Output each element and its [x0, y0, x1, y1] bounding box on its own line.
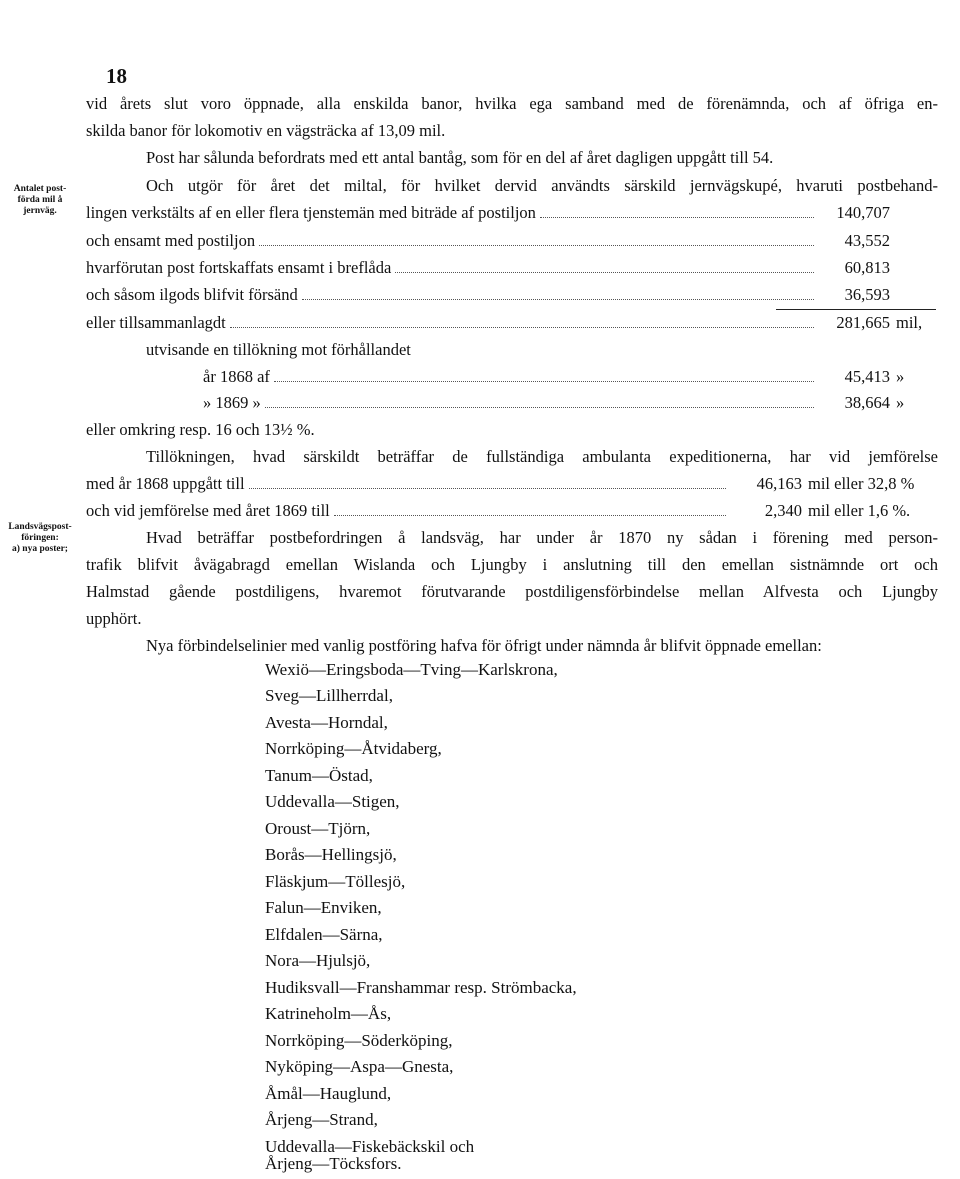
text-line: Nya förbindelselinier med vanlig postföring hafva för öfrigt under nämnda år blifvit öppnade emellan:: [146, 636, 822, 655]
stat-unit: »: [896, 393, 905, 412]
dot-leader: [540, 202, 814, 218]
route-item: Åmål—Hauglund,: [265, 1084, 392, 1103]
page-number: 18: [106, 64, 127, 88]
text-line: eller omkring resp. 16 och 13½ %.: [86, 420, 315, 439]
margin-note-antal: [2, 184, 78, 217]
dot-leader: [274, 366, 814, 382]
stat-value: 281,665: [836, 313, 890, 332]
dot-leader: [230, 312, 814, 328]
route-item: Nora—Hjulsjö,: [265, 951, 371, 970]
text-line: Tillökningen, hvad särskildt beträffar de fullständiga ambulanta expeditionerna, har vid jemförelse: [146, 447, 938, 466]
stat-value: 140,707: [836, 203, 890, 222]
stat-value: 45,413: [844, 367, 890, 386]
route-item: Borås—Hellingsjö,: [265, 845, 397, 864]
margin-note-line: a) nya poster;: [12, 544, 68, 554]
route-item: Wexiö—Eringsboda—Tving—Karlskrona,: [265, 660, 558, 679]
stat-value: 60,813: [844, 258, 890, 277]
dot-leader: [265, 392, 814, 408]
dot-leader: [249, 473, 726, 489]
dot-leader: [259, 230, 814, 246]
stat-row: [86, 499, 938, 523]
route-item: Årjeng—Töcksfors.: [265, 1154, 402, 1173]
route-item: Uddevalla—Stigen,: [265, 792, 400, 811]
stat-value: 36,593: [844, 285, 890, 304]
dot-leader: [395, 257, 814, 273]
text-line: upphört.: [86, 609, 142, 628]
margin-note-line: Landsvägspost-: [8, 522, 72, 532]
stat-unit: mil eller 1,6 %.: [808, 501, 911, 520]
stat-row: [86, 283, 936, 307]
stat-value: 38,664: [844, 393, 890, 412]
stat-row: [203, 391, 936, 415]
stat-label: lingen verkstälts af en eller flera tjenstemän med biträde af postiljon: [86, 203, 536, 222]
stat-row: [86, 256, 936, 280]
stat-unit: »: [896, 367, 905, 386]
stat-label: och såsom ilgods blifvit försänd: [86, 285, 298, 304]
margin-note-landsvag: [0, 522, 80, 555]
stat-label: med år 1868 uppgått till: [86, 474, 245, 493]
stat-row-total: [86, 311, 936, 335]
margin-note-line: Antalet post-: [13, 184, 67, 194]
dot-leader: [334, 500, 726, 516]
stat-label: eller tillsammanlagdt: [86, 313, 226, 332]
route-item: Sveg—Lillherrdal,: [265, 686, 393, 705]
stat-unit: mil,: [896, 313, 923, 332]
stat-label: och ensamt med postiljon: [86, 231, 256, 250]
stat-label: och vid jemförelse med året 1869 till: [86, 501, 330, 520]
dot-leader: [302, 284, 814, 300]
route-item: Tanum—Östad,: [265, 766, 373, 785]
route-item: Uddevalla—Fiskebäckskil och: [265, 1137, 475, 1156]
stat-value: 46,163: [756, 474, 802, 493]
margin-note-line: föringen:: [21, 533, 59, 543]
margin-note-line: förda mil å: [17, 195, 63, 205]
text-line: Post har sålunda befordrats med ett antal bantåg, som för en del af året dagligen uppgått till 54.: [146, 148, 774, 167]
stat-value: 43,552: [844, 231, 890, 250]
text-line: skilda banor för lokomotiv en vägsträcka af 13,09 mil.: [86, 121, 446, 140]
text-line: vid årets slut voro öppnade, alla enskilda banor, hvilka ega samband med de förenämnda, och af öfriga en-: [86, 94, 938, 113]
route-item: Falun—Enviken,: [265, 898, 382, 917]
stat-label: hvarförutan post fortskaffats ensamt i breflåda: [86, 258, 392, 277]
route-item: Årjeng—Strand,: [265, 1110, 378, 1129]
stat-label: » 1869 »: [203, 393, 261, 412]
stat-row: [86, 201, 936, 225]
route-item: Fläskjum—Töllesjö,: [265, 872, 406, 891]
text-line: trafik blifvit åvägabragd emellan Wislanda och Ljungby i anslutning till den emellan sistnämnde ort och: [86, 555, 938, 574]
route-item: Nyköping—Aspa—Gnesta,: [265, 1057, 454, 1076]
stat-row: [86, 472, 938, 496]
text-line: Hvad beträffar postbefordringen å landsväg, har under år 1870 ny sådan i förening med person-: [146, 528, 938, 547]
text-line: Halmstad gående postdiligens, hvaremot förutvarande postdiligensförbindelse mellan Alfvesta och Ljungby: [86, 582, 938, 601]
stat-value: 2,340: [764, 501, 802, 520]
sum-rule: [776, 309, 936, 310]
route-item: Elfdalen—Särna,: [265, 925, 383, 944]
stat-row: [86, 229, 936, 253]
route-item: Oroust—Tjörn,: [265, 819, 371, 838]
route-item: Norrköping—Söderköping,: [265, 1031, 453, 1050]
stat-unit: mil eller 32,8 %: [808, 474, 915, 493]
text-line: Och utgör för året det miltal, för hvilket dervid användts särskild jernvägskupé, hvaruti postbehand-: [146, 176, 938, 195]
route-item: Hudiksvall—Franshammar resp. Strömbacka,: [265, 978, 577, 997]
stat-row: [203, 365, 936, 389]
route-item: Norrköping—Åtvidaberg,: [265, 739, 442, 758]
stat-label: år 1868 af: [203, 367, 270, 386]
route-item: Avesta—Horndal,: [265, 713, 388, 732]
margin-note-line: jernväg.: [23, 206, 57, 216]
route-item: Katrineholm—Ås,: [265, 1004, 392, 1023]
text-line: utvisande en tillökning mot förhållandet: [146, 340, 411, 359]
